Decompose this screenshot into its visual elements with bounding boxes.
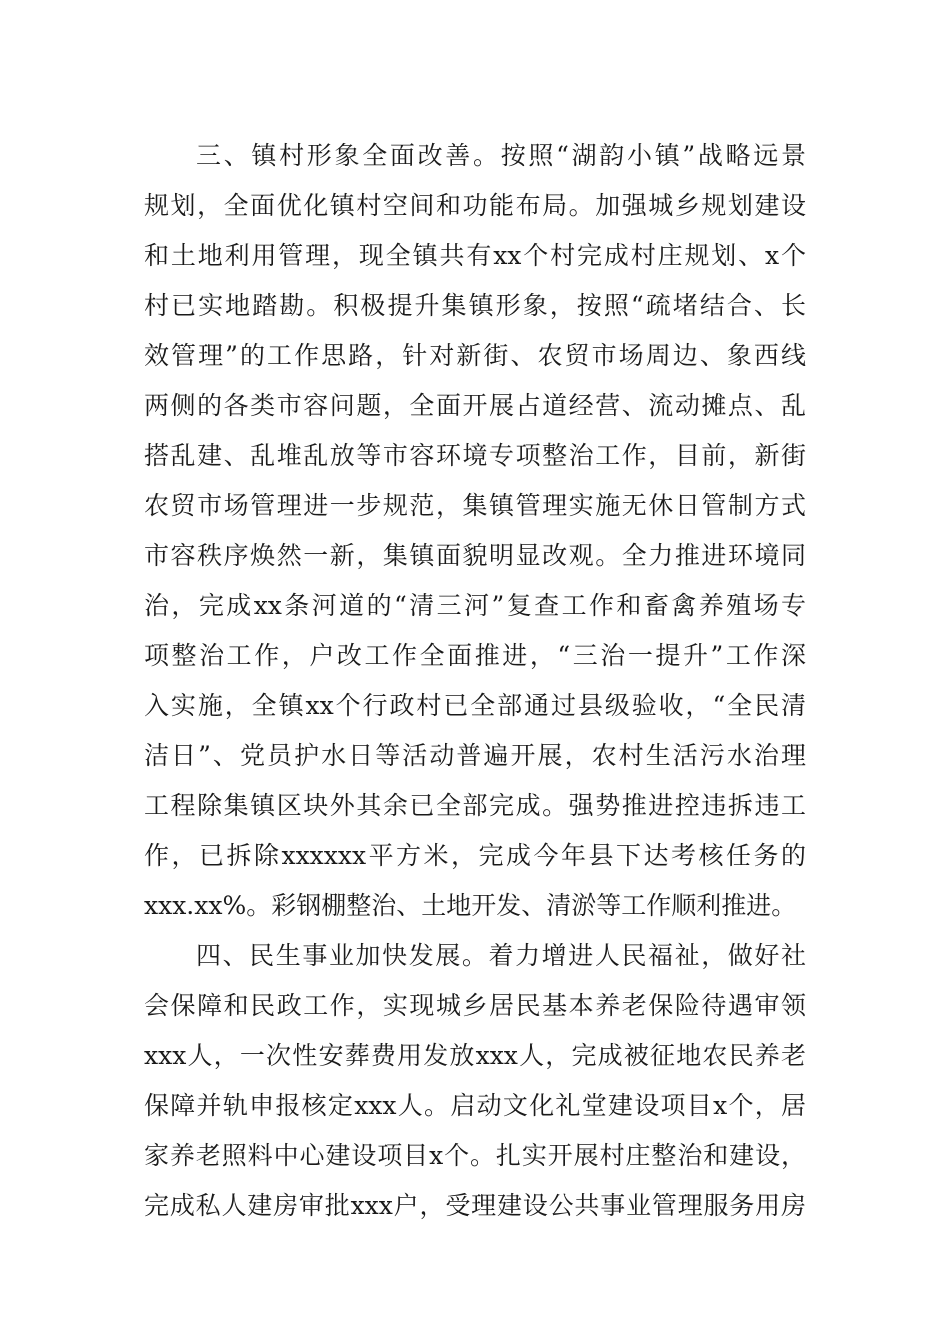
text-line: xxx人，一次性安葬费用发放xxx人，完成被征地农民养老 bbox=[144, 1041, 806, 1070]
text-line: 完成私人建房审批xxx户，受理建设公共事业管理服务用房 bbox=[144, 1191, 806, 1220]
text-line: 效管理”的工作思路，针对新街、农贸市场周边、象西线 bbox=[144, 341, 806, 370]
document-body bbox=[144, 131, 806, 1231]
text-line: 保障并轨申报核定xxx人。启动文化礼堂建设项目x个，居 bbox=[144, 1091, 806, 1120]
text-line: 入实施，全镇xx个行政村已全部通过县级验收，“全民清 bbox=[144, 691, 806, 720]
text-line: 和土地利用管理，现全镇共有xx个村完成村庄规划、x个 bbox=[144, 241, 806, 270]
text-line: 会保障和民政工作，实现城乡居民基本养老保险待遇审领 bbox=[144, 991, 806, 1020]
text-line: 作，已拆除xxxxxx平方米，完成今年县下达考核任务的 bbox=[144, 841, 806, 870]
text-line: 市容秩序焕然一新，集镇面貌明显改观。全力推进环境同 bbox=[144, 541, 806, 570]
text-line: xxx.xx%。彩钢棚整治、土地开发、清淤等工作顺利推进。 bbox=[144, 891, 797, 920]
text-line: 家养老照料中心建设项目x个。扎实开展村庄整治和建设， bbox=[144, 1141, 806, 1170]
text-line: 农贸市场管理进一步规范，集镇管理实施无休日管制方式 bbox=[144, 491, 806, 520]
text-line: 洁日”、党员护水日等活动普遍开展，农村生活污水治理 bbox=[144, 741, 806, 770]
text-line: 村已实地踏勘。积极提升集镇形象，按照“疏堵结合、长 bbox=[144, 291, 806, 320]
text-line: 治，完成xx条河道的“清三河”复查工作和畜禽养殖场专 bbox=[144, 591, 806, 620]
text-line: 规划，全面优化镇村空间和功能布局。加强城乡规划建设 bbox=[144, 191, 806, 220]
paragraph-livelihood-development bbox=[144, 931, 806, 1231]
text-line: 两侧的各类市容问题，全面开展占道经营、流动摊点、乱 bbox=[144, 391, 806, 420]
paragraph-town-village-image bbox=[144, 131, 806, 931]
text-line: 工程除集镇区块外其余已全部完成。强势推进控违拆违工 bbox=[144, 791, 806, 820]
text-line: 四、民生事业加快发展。着力增进人民福祉，做好社 bbox=[196, 941, 806, 970]
text-line: 搭乱建、乱堆乱放等市容环境专项整治工作，目前，新街 bbox=[144, 441, 806, 470]
text-line: 项整治工作，户改工作全面推进，“三治一提升”工作深 bbox=[144, 641, 806, 670]
text-line: 三、镇村形象全面改善。按照“湖韵小镇”战略远景 bbox=[196, 141, 806, 170]
